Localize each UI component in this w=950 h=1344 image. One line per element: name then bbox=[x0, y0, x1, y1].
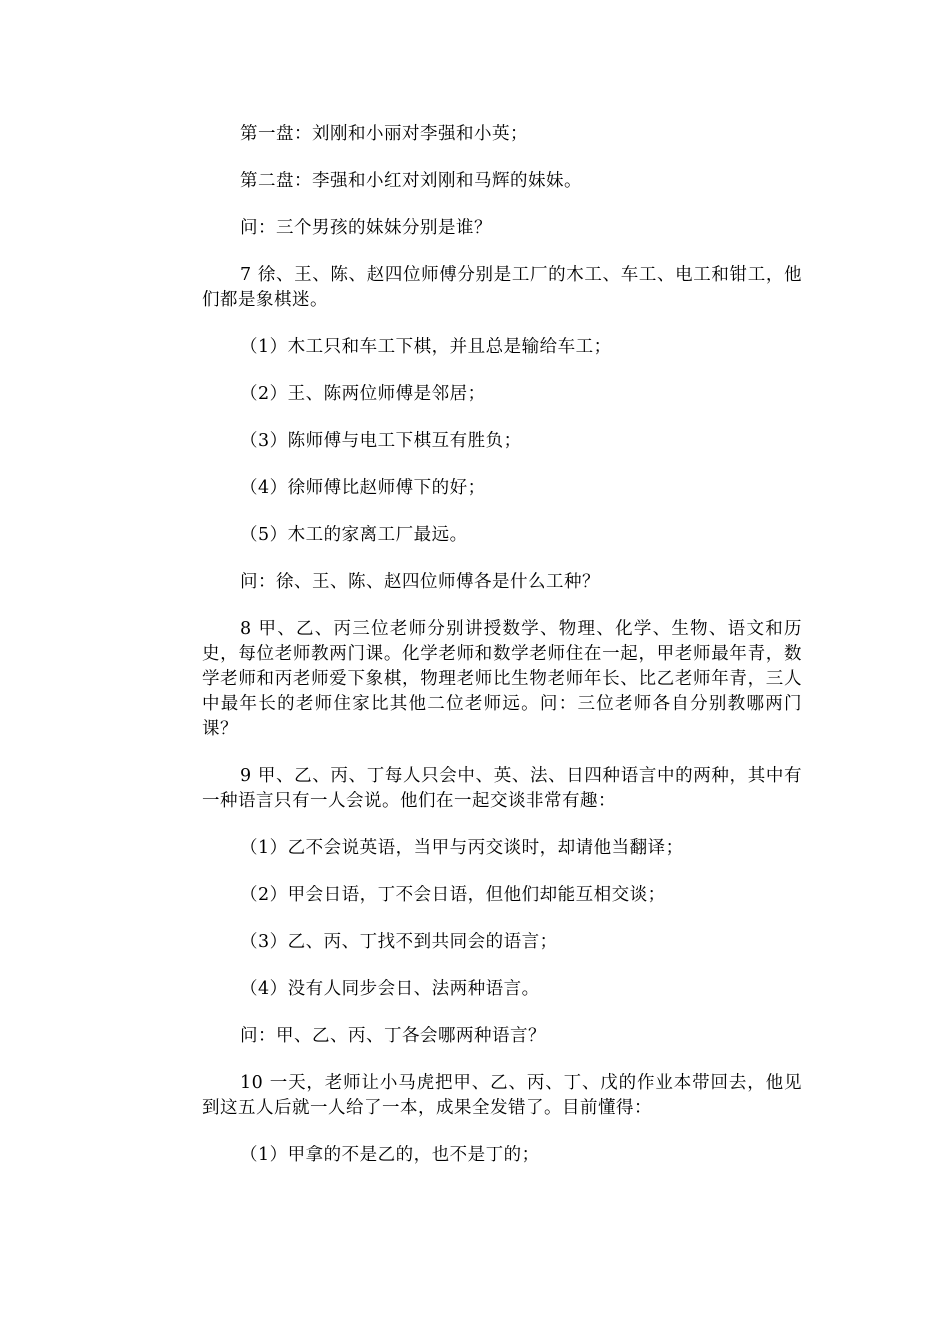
paragraph-question-9: 问：甲、乙、丙、丁各会哪两种语言？ bbox=[240, 1026, 546, 1046]
paragraph-condition-7-2: （2）王、陈两位师傅是邻居； bbox=[240, 384, 486, 404]
paragraph-condition-9-2: （2）甲会日语，丁不会日语，但他们却能互相交谈； bbox=[240, 885, 666, 905]
paragraph-game-two: 第二盘：李强和小红对刘刚和马辉的妹妹。 bbox=[240, 171, 582, 191]
paragraph-condition-10-1: （1）甲拿的不是乙的，也不是丁的； bbox=[240, 1145, 540, 1165]
paragraph-condition-7-1: （1）木工只和车工下棋，并且总是输给车工； bbox=[240, 337, 612, 357]
paragraph-condition-7-3: （3）陈师傅与电工下棋互有胜负； bbox=[240, 431, 522, 451]
paragraph-problem-8: 8 甲、乙、丙三位老师分别讲授数学、物理、化学、生物、语文和历史，每位老师教两门课。化学老师和数学老师住在一起，甲老师最年青，数学老师和丙老师爱下象棋，物理老师比生物老师年长、比乙老师年青，三人中最年长的老师住家比其他二位老师远。问：三位老师各自分别教哪两门课？ bbox=[202, 619, 802, 739]
paragraph-condition-9-4: （4）没有人同步会日、法两种语言。 bbox=[240, 979, 540, 999]
paragraph-question-sisters: 问：三个男孩的妹妹分别是谁？ bbox=[240, 218, 492, 238]
paragraph-condition-9-1: （1）乙不会说英语，当甲与丙交谈时，却请他当翻译； bbox=[240, 838, 684, 858]
paragraph-question-7: 问：徐、王、陈、赵四位师傅各是什么工种？ bbox=[240, 572, 600, 592]
paragraph-problem-10: 10 一天，老师让小马虎把甲、乙、丙、丁、戊的作业本带回去，他见到这五人后就一人给了一本，成果全发错了。目前懂得： bbox=[202, 1073, 802, 1118]
paragraph-condition-7-5: （5）木工的家离工厂最远。 bbox=[240, 525, 468, 545]
paragraph-game-one: 第一盘：刘刚和小丽对李强和小英； bbox=[240, 124, 528, 144]
paragraph-condition-7-4: （4）徐师傅比赵师傅下的好； bbox=[240, 478, 486, 498]
paragraph-condition-9-3: （3）乙、丙、丁找不到共同会的语言； bbox=[240, 932, 558, 952]
paragraph-problem-9: 9 甲、乙、丙、丁每人只会中、英、法、日四种语言中的两种，其中有一种语言只有一人会说。他们在一起交谈非常有趣： bbox=[202, 766, 802, 811]
document-body bbox=[202, 122, 802, 1190]
paragraph-problem-7: 7 徐、王、陈、赵四位师傅分别是工厂的木工、车工、电工和钳工，他们都是象棋迷。 bbox=[202, 265, 802, 310]
